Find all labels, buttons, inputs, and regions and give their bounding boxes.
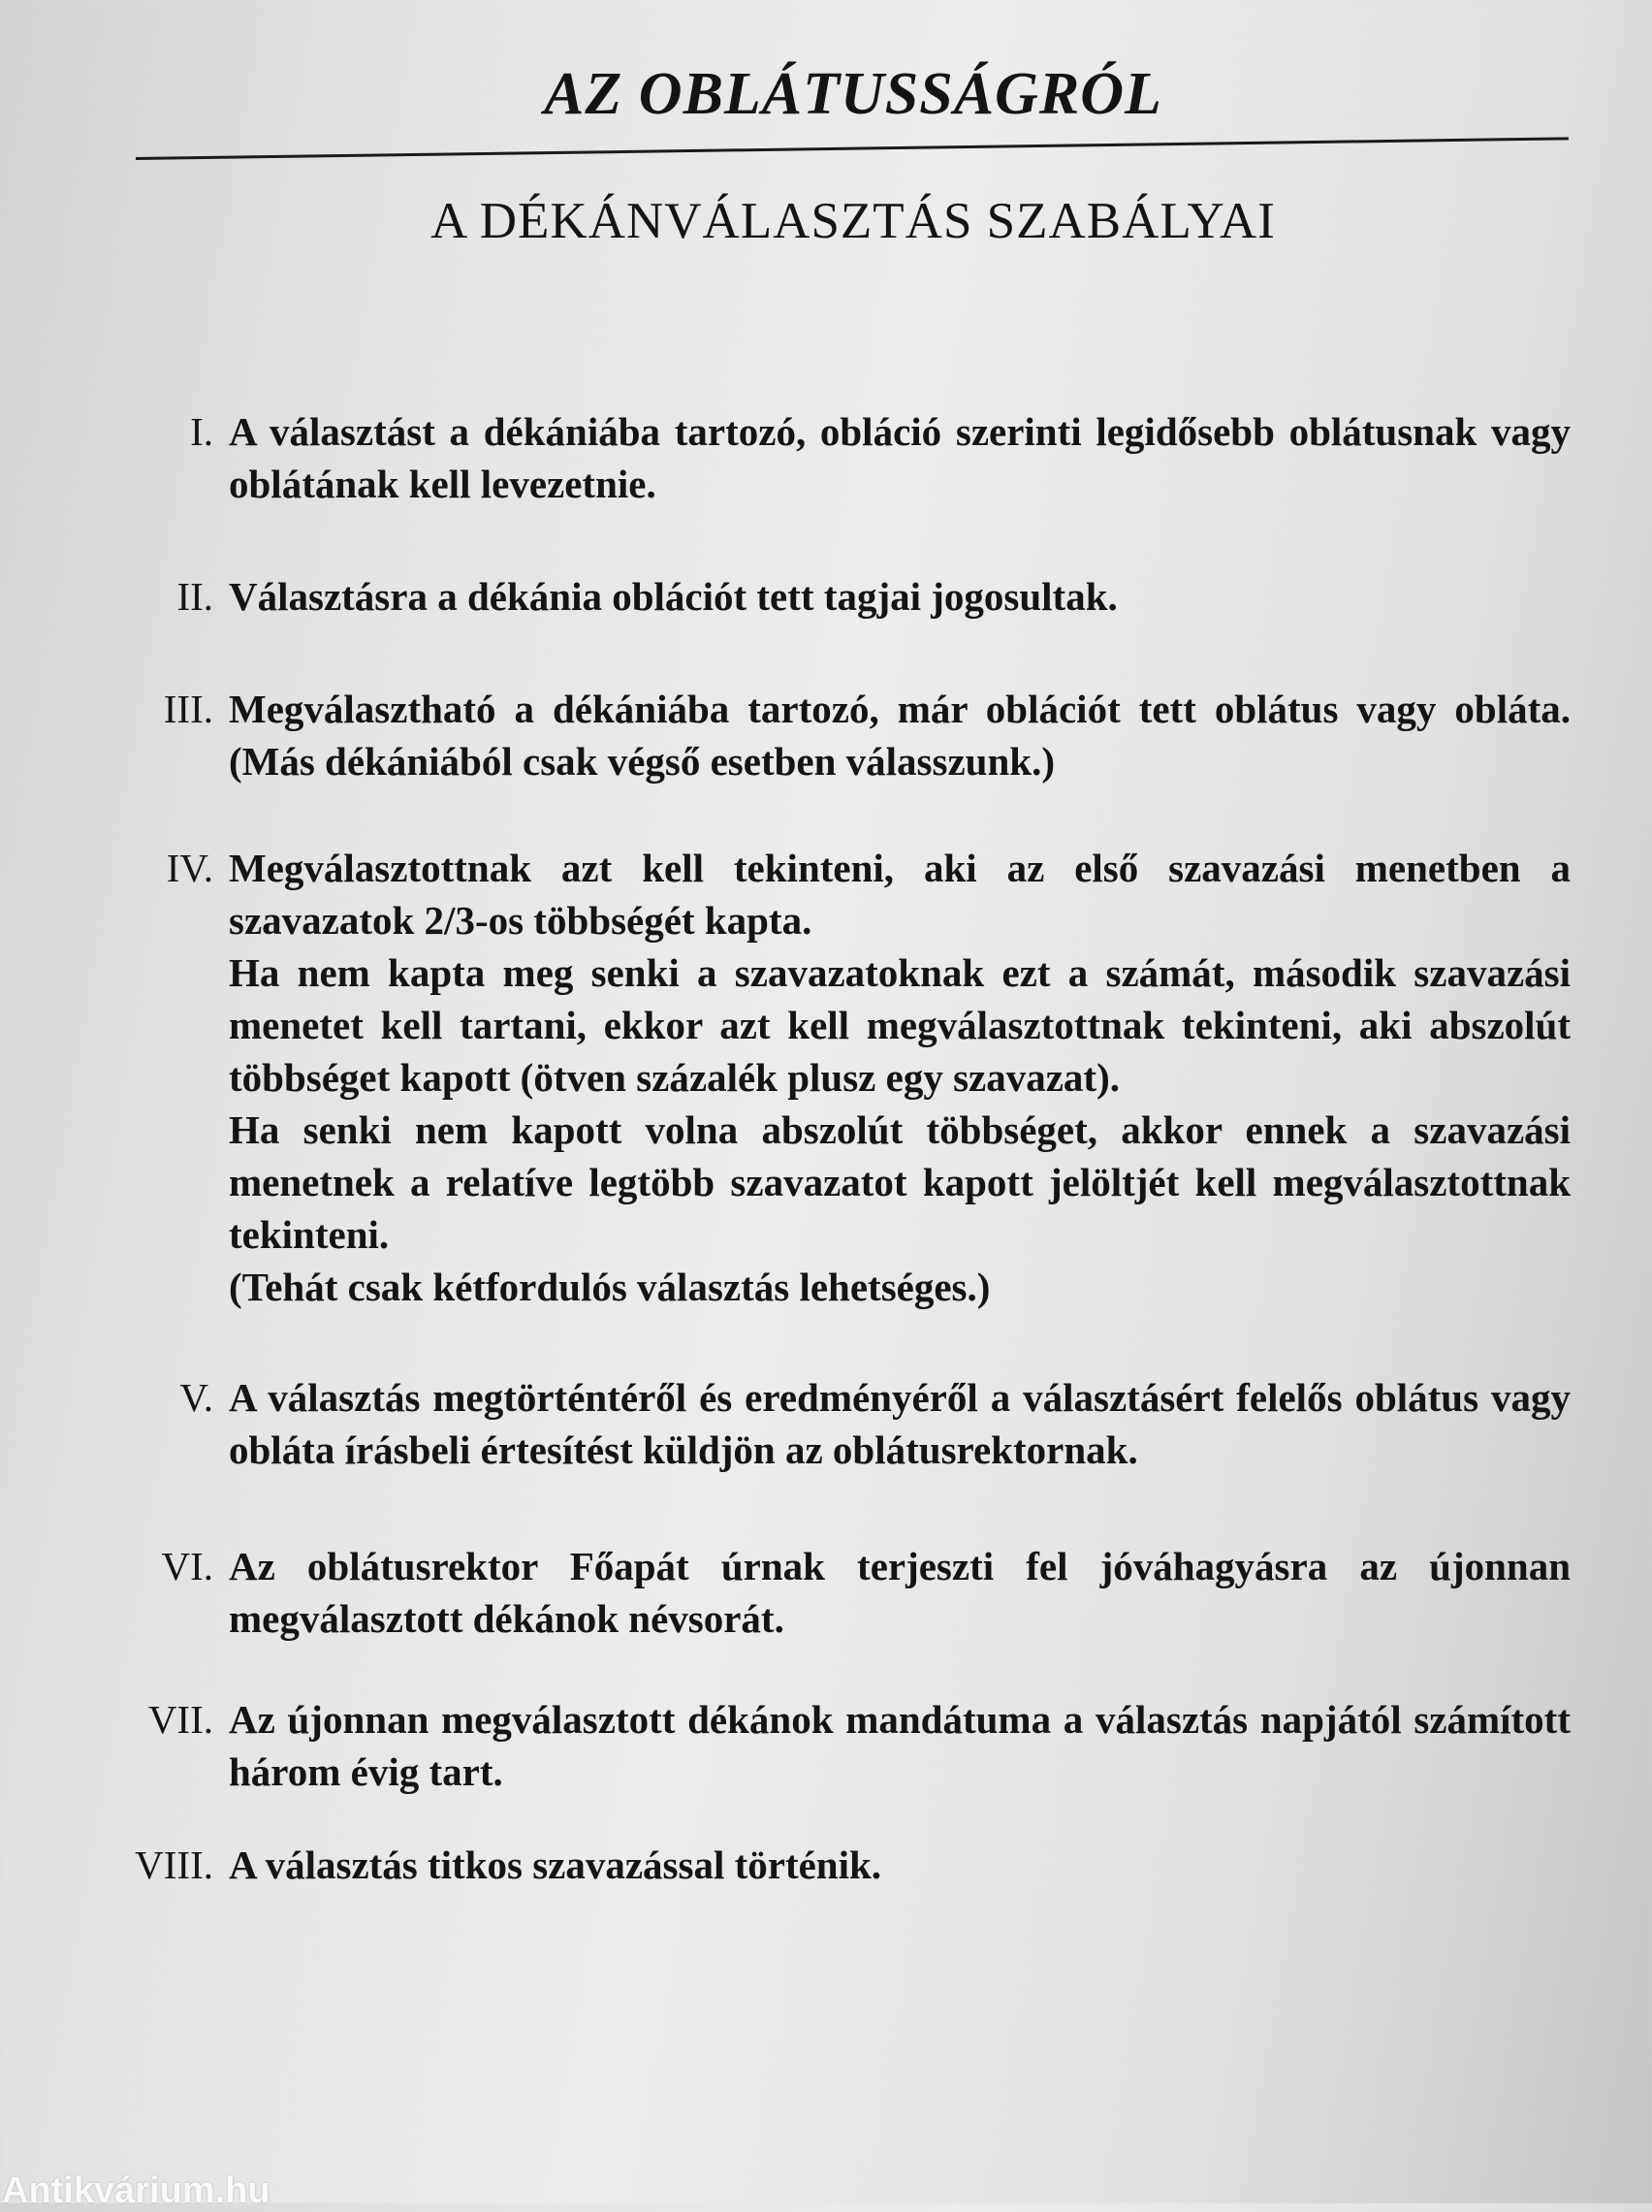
rule-paragraph: A választást a dékániába tartozó, obláció szerinti legidősebb oblátusnak vagy oblátának kell levezetnie.: [229, 409, 1571, 506]
rule-item-5: [87, 1371, 1571, 1476]
rule-paragraph: Megválasztottnak azt kell tekinteni, aki az első szavazási menetben a szavazatok 2/3-os többségét kapta.: [229, 846, 1571, 943]
rule-text: [229, 405, 1571, 510]
rule-item-8: [87, 1839, 1571, 1891]
rule-paragraph: (Tehát csak kétfordulós választás lehetséges.): [229, 1265, 991, 1309]
rule-paragraph: Megválasztható a dékániába tartozó, már oblációt tett oblátus vagy obláta. (Más dékániából csak végső esetben válasszunk.): [229, 687, 1571, 784]
rule-item-2: [87, 570, 1571, 623]
rule-item-7: [87, 1693, 1571, 1798]
rule-numeral: II.: [176, 574, 213, 619]
rule-text: [229, 1371, 1571, 1476]
rule-paragraph: Ha senki nem kapott volna abszolút többséget, akkor ennek a szavazási menetnek a relatíve legtöbb szavazatot kapott jelöltjét kell megválasztottnak tekinteni.: [229, 1107, 1571, 1257]
rule-paragraph: Ha nem kapta meg senki a szavazatoknak ezt a számát, második szavazási menetet kell tartani, ekkor azt kell megválasztottnak tekinteni, aki abszolút többséget kapott (ötven százalék plusz egy szavazat).: [229, 950, 1571, 1100]
rule-item-6: [87, 1540, 1571, 1645]
rule-numeral: VI.: [161, 1544, 213, 1588]
rule-text: [229, 1839, 1571, 1891]
rule-numeral: V.: [179, 1375, 213, 1420]
rule-text: [229, 842, 1571, 1313]
rule-numeral: VII.: [147, 1697, 213, 1742]
watermark: Antikvárium.hu: [2, 2170, 270, 2211]
rule-paragraph: A választás titkos szavazással történik.: [229, 1843, 882, 1887]
running-title: AZ OBLÁTUSSÁGRÓL: [544, 61, 1162, 127]
rule-numeral: VIII.: [135, 1843, 213, 1887]
rule-numeral: IV.: [166, 846, 213, 890]
rule-numeral: III.: [163, 687, 213, 731]
rule-text: [229, 1693, 1571, 1798]
rules-list: [87, 405, 1571, 1891]
rule-text: [229, 683, 1571, 787]
rule-text: [229, 570, 1571, 623]
rule-paragraph: Választásra a dékánia oblációt tett tagjai jogosultak.: [229, 574, 1118, 619]
rule-item-4: [87, 842, 1571, 1313]
rule-paragraph: A választás megtörténtéről és eredményéről a választásért felelős oblátus vagy obláta írásbeli értesítést küldjön az oblátusrektornak.: [229, 1375, 1571, 1472]
rule-text: [229, 1540, 1571, 1645]
header-rule: [136, 137, 1569, 160]
rule-item-1: [87, 405, 1571, 510]
rule-numeral: I.: [190, 409, 213, 454]
section-title: A DÉKÁNVÁLASZTÁS SZABÁLYAI: [430, 193, 1276, 249]
rule-item-3: [87, 683, 1571, 787]
rule-paragraph: Az újonnan megválasztott dékánok mandátuma a választás napjától számított három évig tart.: [229, 1697, 1571, 1794]
rule-paragraph: Az oblátusrektor Főapát úrnak terjeszti fel jóváhagyásra az újonnan megválasztott dékánok névsorát.: [229, 1544, 1571, 1641]
